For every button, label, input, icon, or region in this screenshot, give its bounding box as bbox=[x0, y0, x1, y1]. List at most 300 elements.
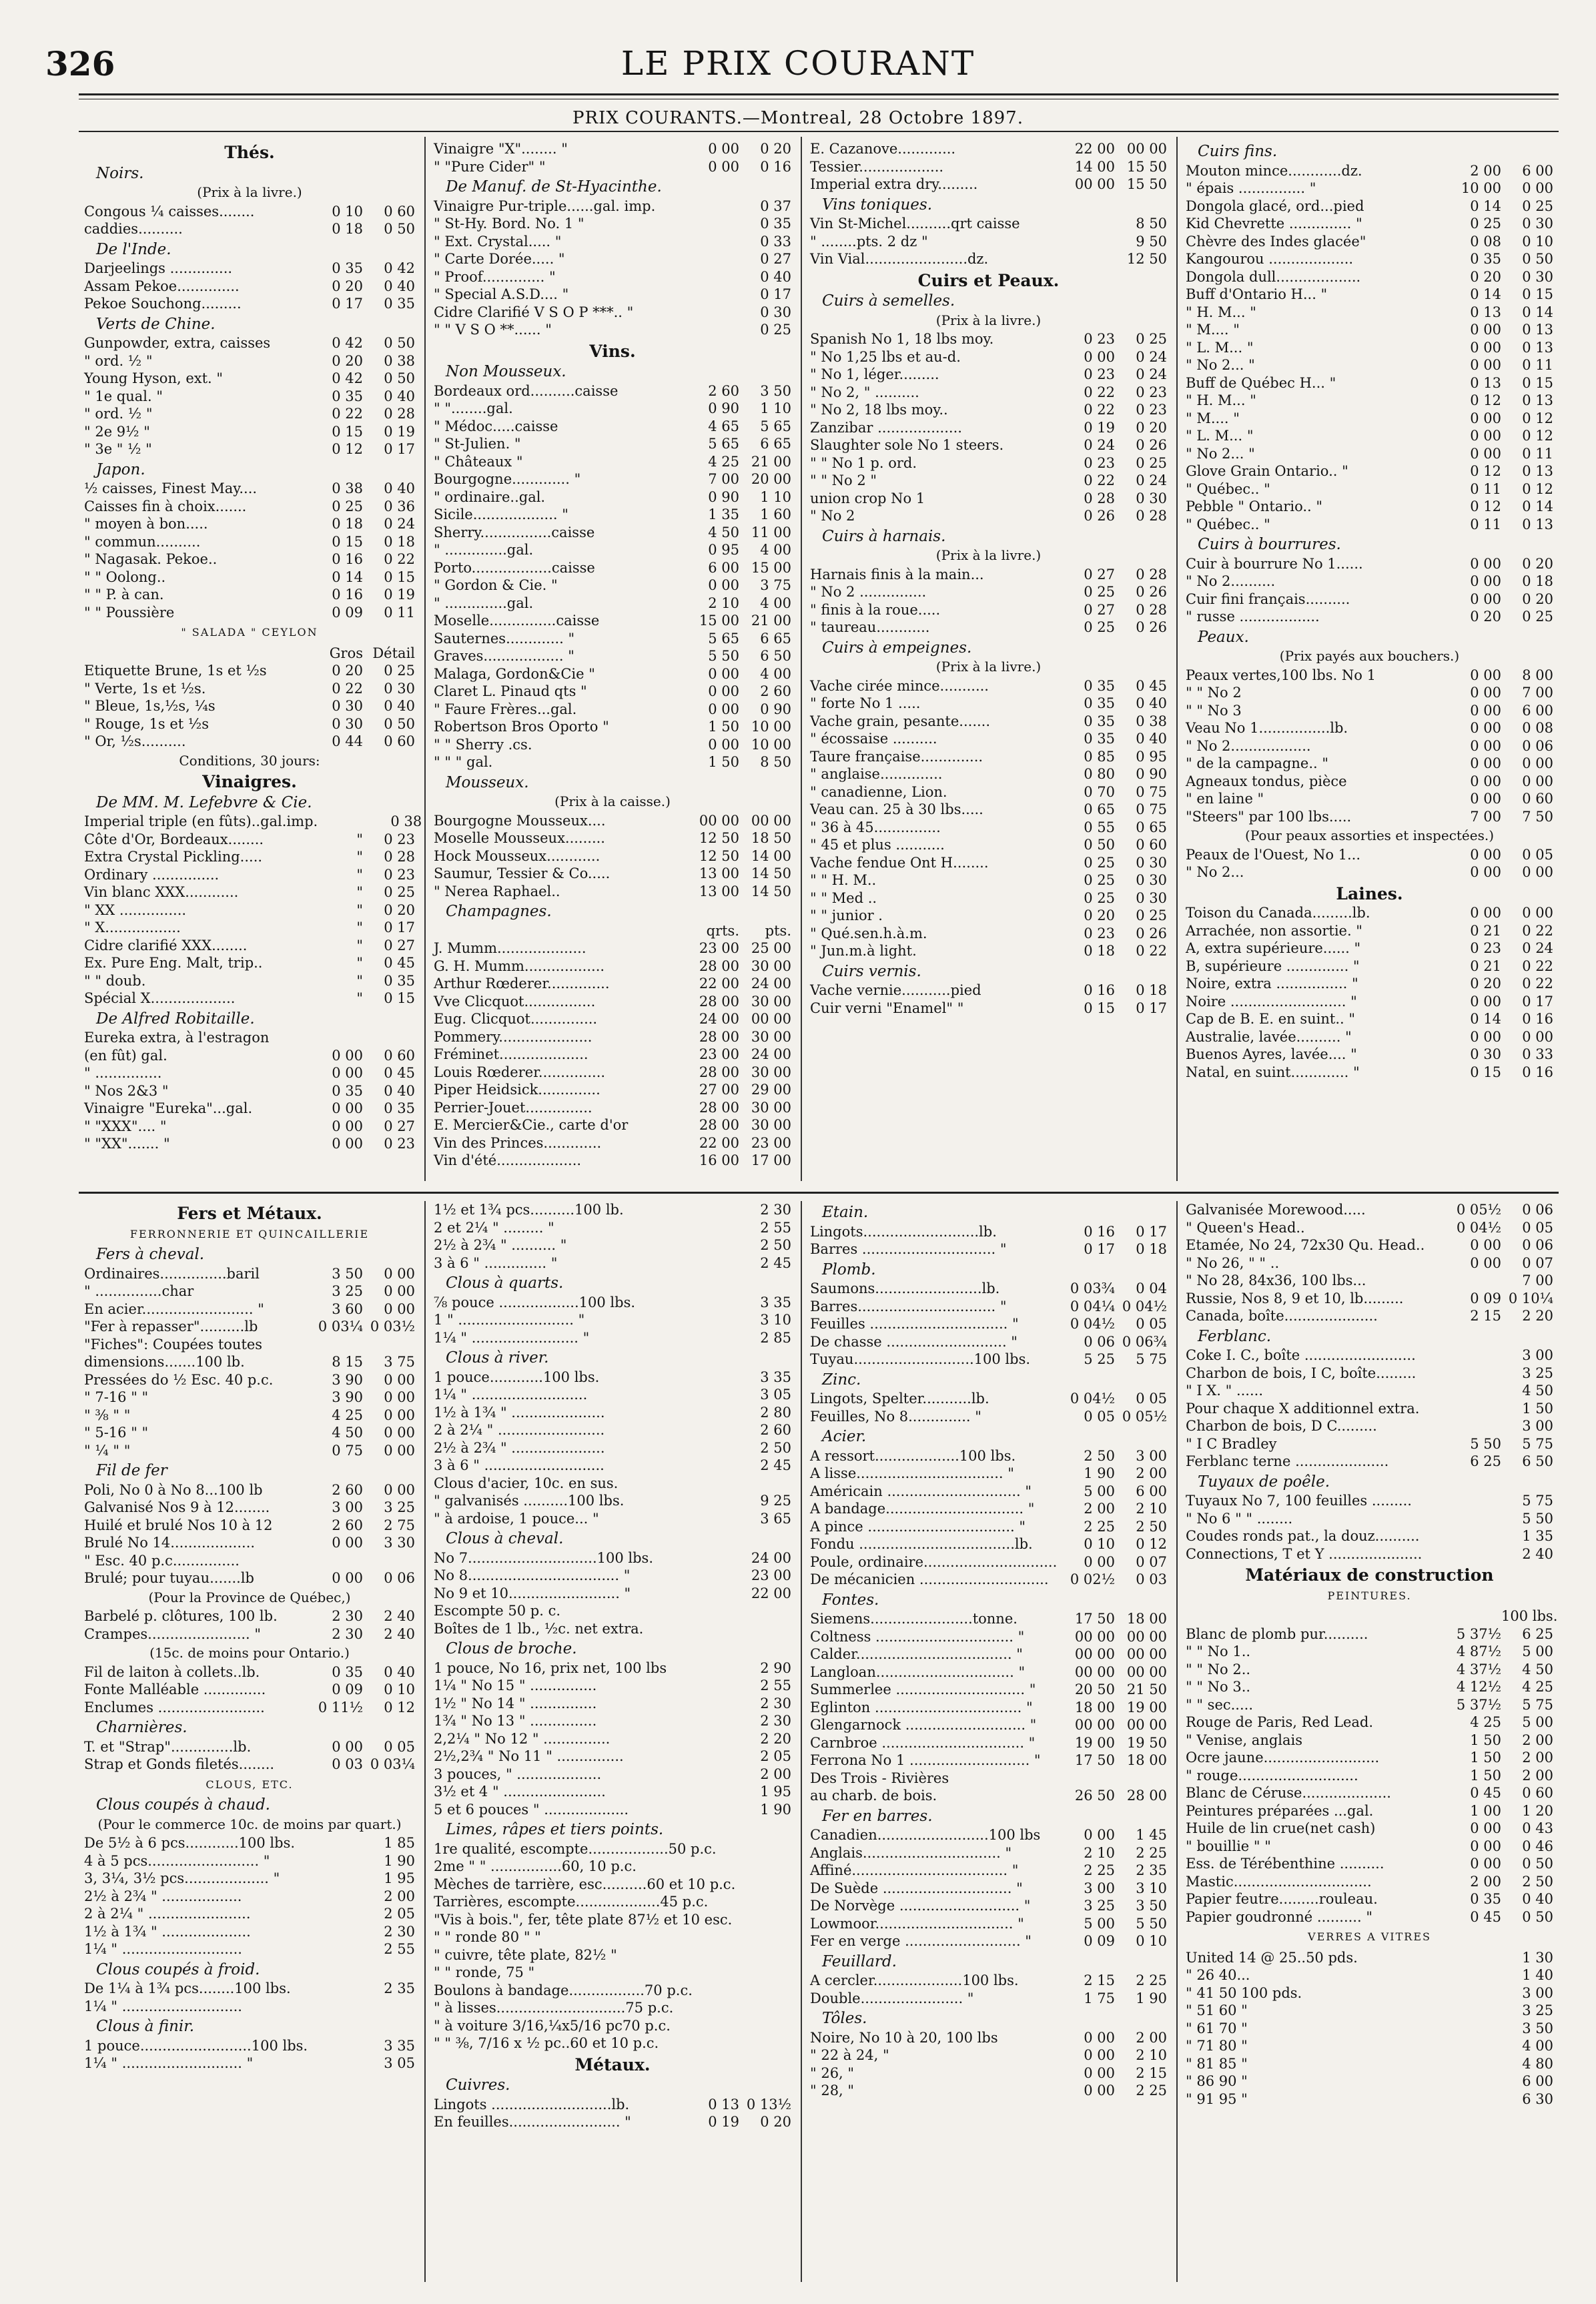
price-high: 0 20 bbox=[760, 141, 791, 157]
price-row bbox=[84, 515, 415, 533]
price-low: 10 00 bbox=[1461, 180, 1501, 196]
price-row bbox=[1186, 1010, 1553, 1028]
price-high: 2 55 bbox=[760, 1677, 791, 1693]
price-high: 0 38 bbox=[384, 352, 415, 369]
column-divider bbox=[1176, 1201, 1178, 2282]
item-label bbox=[434, 922, 687, 940]
price-high: 4 00 bbox=[760, 595, 791, 611]
price-note: (Pour peaux assorties et inspectées.) bbox=[1244, 827, 1495, 843]
price-high bbox=[1115, 1770, 1167, 1788]
price-high: 0 75 bbox=[1136, 801, 1167, 817]
item-label: Tarrières, escompte...................45 p.c. bbox=[434, 1894, 709, 1910]
item-label: "Fiches": Coupées toutes bbox=[84, 1336, 263, 1353]
price-high: 00 00 bbox=[1126, 141, 1167, 157]
price-low: 0 65 bbox=[1084, 801, 1115, 817]
price-high: 5 00 bbox=[1522, 1643, 1553, 1659]
item-label: Brulé; pour tuyau.......lb bbox=[84, 1570, 254, 1586]
price-row bbox=[810, 1897, 1167, 1915]
price-high: 00 00 bbox=[751, 1011, 791, 1027]
item-label: En feuilles......................... " bbox=[434, 2114, 631, 2130]
price-high: 2 25 bbox=[1136, 1844, 1167, 1861]
item-label: Imperial triple (en fûts)..gal.imp. bbox=[84, 813, 318, 829]
price-low: 0 21 bbox=[1470, 922, 1501, 939]
price-row bbox=[1186, 808, 1553, 826]
price-row bbox=[810, 783, 1167, 801]
item-label: Clous d'acier, 10c. en sus. bbox=[434, 1475, 619, 1491]
price-row bbox=[84, 1870, 415, 1888]
price-high: 3 50 bbox=[1136, 1898, 1167, 1914]
price-high: 1 95 bbox=[760, 1784, 791, 1800]
price-low: 28 00 bbox=[699, 1064, 739, 1080]
price-low bbox=[1449, 1527, 1501, 1545]
price-low bbox=[1449, 1492, 1501, 1510]
item-label: Canada, boîte..................... bbox=[1186, 1308, 1378, 1324]
price-high bbox=[739, 2017, 791, 2035]
price-row bbox=[810, 1915, 1167, 1933]
price-high: 0 17 bbox=[1136, 1223, 1167, 1240]
price-low: 3 00 bbox=[1084, 1880, 1115, 1896]
price-high: 2 25 bbox=[1136, 2082, 1167, 2098]
item-label: 3, 3¼, 3½ pcs................... " bbox=[84, 1870, 280, 1886]
item-label: Kangourou ................... bbox=[1186, 251, 1354, 267]
price-low bbox=[687, 1386, 739, 1404]
item-label: Hock Mousseux............ bbox=[434, 847, 601, 864]
price-row bbox=[434, 2096, 791, 2114]
price-row bbox=[1186, 1400, 1553, 1418]
price-low: 0 28 bbox=[1084, 490, 1115, 506]
price-low: 0 35 bbox=[332, 260, 363, 276]
price-low: 0 14 bbox=[1470, 198, 1501, 214]
price-row bbox=[434, 1081, 791, 1099]
section-rule bbox=[79, 1192, 1559, 1194]
price-high: 0 40 bbox=[384, 1082, 415, 1099]
price-low bbox=[687, 1999, 739, 2017]
price-row bbox=[434, 883, 791, 901]
price-low: 2 15 bbox=[1084, 1972, 1115, 1988]
price-high: 2 60 bbox=[760, 1422, 791, 1438]
price-row bbox=[1186, 1767, 1553, 1785]
price-row bbox=[1186, 1908, 1553, 1926]
item-label: " Special A.S.D.... " bbox=[434, 286, 569, 302]
price-row bbox=[434, 993, 791, 1011]
price-row bbox=[810, 2046, 1167, 2064]
price-low: 4 25 bbox=[1470, 1714, 1501, 1730]
price-high: 30 00 bbox=[751, 1117, 791, 1133]
price-low: 0 25 bbox=[1084, 872, 1115, 888]
price-low: 2 30 bbox=[332, 1608, 363, 1624]
price-row bbox=[84, 1852, 415, 1870]
price-row bbox=[84, 1300, 415, 1318]
item-label: " " No 2 bbox=[1186, 685, 1242, 701]
price-high: 0 06 bbox=[1522, 737, 1553, 754]
price-row bbox=[84, 883, 415, 901]
item-label: Cuir à bourrure No 1...... bbox=[1186, 555, 1363, 572]
price-low: 19 00 bbox=[1074, 1734, 1115, 1751]
item-label: " M.... " bbox=[1186, 410, 1240, 426]
price-low: 00 00 bbox=[1074, 1646, 1115, 1662]
price-low bbox=[687, 1964, 739, 1982]
price-high: 0 05 bbox=[384, 1738, 415, 1755]
price-low bbox=[687, 1695, 739, 1713]
price-row bbox=[84, 972, 415, 990]
price-high: 1 20 bbox=[1522, 1802, 1553, 1819]
price-row bbox=[434, 382, 791, 400]
price-row bbox=[810, 1844, 1167, 1862]
item-label: " 36 à 45............... bbox=[810, 819, 941, 835]
price-row bbox=[434, 559, 791, 577]
price-high: 30 00 bbox=[751, 993, 791, 1010]
price-low: 8 15 bbox=[332, 1354, 363, 1370]
price-row bbox=[434, 1766, 791, 1784]
subsection-heading: Clous à quarts. bbox=[446, 1274, 564, 1292]
price-high: 00 00 bbox=[1126, 1717, 1167, 1733]
price-column-8 bbox=[1180, 1201, 1559, 2295]
price-row bbox=[434, 939, 791, 957]
price-low: 1 50 bbox=[1470, 1750, 1501, 1766]
item-label: " Nos 2&3 " bbox=[84, 1082, 169, 1099]
item-label: 1 pouce............100 lbs. bbox=[434, 1369, 600, 1385]
price-row bbox=[434, 957, 791, 976]
price-high: 0 00 bbox=[1522, 755, 1553, 771]
price-high: 2 75 bbox=[384, 1517, 415, 1533]
price-high: 0 20 bbox=[1522, 591, 1553, 607]
price-low: 1 50 bbox=[708, 719, 739, 735]
price-low: 13 00 bbox=[699, 883, 739, 899]
item-label: Malaga, Gordon&Cie " bbox=[434, 665, 595, 682]
item-label: Escompte 50 p. c. bbox=[434, 1603, 561, 1619]
item-label: Arrachée, non assortie. " bbox=[1186, 922, 1362, 939]
price-high: 5 50 bbox=[1136, 1915, 1167, 1932]
price-low: 0 27 bbox=[1084, 601, 1115, 618]
price-high: 0 37 bbox=[760, 198, 791, 214]
price-low: 0 15 bbox=[332, 533, 363, 550]
price-low: 0 00 bbox=[1470, 357, 1501, 373]
item-label: A pince ................................. " bbox=[810, 1518, 1026, 1535]
price-low bbox=[687, 1748, 739, 1766]
item-label: " No 2... bbox=[1186, 864, 1244, 880]
price-low: 0 00 bbox=[708, 701, 739, 717]
price-row bbox=[1186, 957, 1553, 976]
price-low: 0 42 bbox=[332, 335, 363, 351]
item-label: Saumur, Tessier & Co..... bbox=[434, 865, 611, 881]
price-low: 4 12½ bbox=[1456, 1679, 1501, 1695]
price-high: 0 28 bbox=[1136, 601, 1167, 618]
price-row bbox=[810, 250, 1167, 268]
item-label: " ord. ½ " bbox=[84, 352, 153, 369]
price-note: (Prix à la livre.) bbox=[935, 547, 1042, 563]
price-low: 0 00 bbox=[1470, 555, 1501, 572]
price-low: 0 00 bbox=[1084, 2082, 1115, 2098]
item-label: 2me " " ................60, 10 p.c. bbox=[434, 1858, 637, 1874]
price-low: 0 00 bbox=[1470, 1838, 1501, 1854]
price-high: 1 95 bbox=[384, 1870, 415, 1886]
price-low: 15 00 bbox=[699, 613, 739, 629]
price-row bbox=[1186, 1949, 1553, 1967]
price-row bbox=[810, 1483, 1167, 1501]
item-label: Fonte Malléable .............. bbox=[84, 1681, 266, 1697]
price-row bbox=[434, 683, 791, 701]
price-row bbox=[434, 541, 791, 559]
price-low bbox=[687, 1677, 739, 1695]
price-high: 3 05 bbox=[384, 2055, 415, 2071]
price-row bbox=[1186, 1028, 1553, 1046]
price-high: 0 60 bbox=[1136, 837, 1167, 853]
price-row bbox=[1186, 1492, 1553, 1510]
item-label: 1½ à 1¾ " ..................... bbox=[434, 1404, 605, 1421]
price-high: 0 40 bbox=[1136, 695, 1167, 711]
subsection-heading: Clous de broche. bbox=[446, 1640, 577, 1657]
item-label: Buff de Québec H... " bbox=[1186, 374, 1336, 391]
price-row bbox=[810, 1716, 1167, 1734]
price-high: 100 lbs. bbox=[1501, 1608, 1558, 1624]
price-low: 0 04½ bbox=[1070, 1391, 1115, 1407]
price-low bbox=[687, 1730, 739, 1748]
item-label: Ordinaires...............baril bbox=[84, 1265, 260, 1282]
price-low: 0 08 bbox=[1470, 233, 1501, 250]
price-row bbox=[434, 453, 791, 471]
price-high: 0 06 bbox=[1522, 1237, 1553, 1253]
price-note: (Prix à la livre.) bbox=[935, 312, 1042, 328]
item-label: " " H. M.. bbox=[810, 872, 877, 888]
item-label: " en laine " bbox=[1186, 791, 1264, 807]
price-high: 0 60 bbox=[384, 733, 415, 749]
price-low: 4 50 bbox=[708, 524, 739, 540]
price-high: 0 00 bbox=[1522, 1028, 1553, 1045]
price-low bbox=[1063, 250, 1115, 268]
item-label: " Gordon & Cie. " bbox=[434, 577, 558, 593]
price-row bbox=[810, 330, 1167, 348]
price-high: 9 25 bbox=[760, 1493, 791, 1509]
price-low: 3 25 bbox=[1084, 1898, 1115, 1914]
price-high: 19 00 bbox=[1126, 1699, 1167, 1715]
subsection-heading: De MM. M. Lefebvre & Cie. bbox=[96, 793, 312, 811]
price-high: 0 17 bbox=[760, 286, 791, 302]
price-high: 0 45 bbox=[384, 955, 415, 971]
price-row bbox=[810, 748, 1167, 766]
price-high: 0 05 bbox=[1522, 846, 1553, 863]
price-high: 0 20 bbox=[384, 901, 415, 918]
price-low: 0 09 bbox=[1470, 1290, 1501, 1306]
price-row bbox=[434, 1236, 791, 1254]
item-label: Huilé et brulé Nos 10 à 12 bbox=[84, 1517, 273, 1533]
subsection-heading: Plomb. bbox=[822, 1260, 876, 1278]
price-high: 24 00 bbox=[751, 1549, 791, 1566]
price-row bbox=[434, 2034, 791, 2052]
price-high: 0 15 bbox=[1522, 286, 1553, 302]
price-row bbox=[434, 1492, 791, 1510]
price-row bbox=[810, 1972, 1167, 1990]
price-high: 0 36 bbox=[384, 498, 415, 514]
price-high: 3 00 bbox=[1522, 1418, 1553, 1434]
price-row bbox=[434, 1134, 791, 1152]
item-label: Feuilles ............................... " bbox=[810, 1316, 1019, 1332]
price-high: 0 19 bbox=[384, 423, 415, 440]
item-label: Pour chaque X additionnel extra. bbox=[1186, 1400, 1420, 1417]
price-high: 2 35 bbox=[384, 1980, 415, 1996]
price-row bbox=[84, 1517, 415, 1535]
price-high: 5 75 bbox=[1522, 1696, 1553, 1713]
price-low: 0 70 bbox=[1084, 783, 1115, 800]
price-row bbox=[810, 2029, 1167, 2047]
price-high: 2 00 bbox=[1522, 1750, 1553, 1766]
price-low bbox=[687, 1585, 739, 1603]
price-high: 0 26 bbox=[1136, 584, 1167, 600]
item-label: 5 et 6 pouces " ................... bbox=[434, 1801, 629, 1818]
item-label: A, extra supérieure...... " bbox=[1186, 940, 1361, 956]
item-label: Noire, extra ................ " bbox=[1186, 976, 1358, 992]
item-label: Langloan............................... " bbox=[810, 1663, 1026, 1680]
item-label: Feuilles, No 8.............. " bbox=[810, 1408, 981, 1425]
price-row bbox=[434, 524, 791, 542]
item-label: Dongola dull................... bbox=[1186, 268, 1361, 285]
price-row bbox=[434, 1457, 791, 1475]
price-low: 0 00 bbox=[1470, 339, 1501, 356]
item-label: "Fer à repasser"..........lb bbox=[84, 1318, 258, 1334]
price-row bbox=[1186, 1713, 1553, 1732]
price-row bbox=[434, 2017, 791, 2035]
price-row bbox=[1186, 516, 1553, 534]
price-high: 0 11 bbox=[384, 604, 415, 621]
price-high: 7 00 bbox=[1522, 685, 1553, 701]
price-low: 2 30 bbox=[332, 1625, 363, 1642]
price-high: 5 50 bbox=[1522, 1510, 1553, 1527]
price-high: 5 75 bbox=[1136, 1351, 1167, 1367]
price-row bbox=[434, 1439, 791, 1457]
price-low: 0 17 bbox=[1084, 1241, 1115, 1257]
price-row bbox=[1186, 1290, 1553, 1308]
price-low: 4 25 bbox=[708, 453, 739, 470]
price-low: 0 45 bbox=[1470, 1785, 1501, 1801]
price-high: 0 20 bbox=[1136, 419, 1167, 436]
price-column-5 bbox=[79, 1201, 420, 2295]
item-label: Ordinary ............... bbox=[84, 866, 220, 883]
price-row bbox=[434, 1046, 791, 1064]
price-row bbox=[1186, 392, 1553, 410]
section-heading: Cuirs et Peaux. bbox=[917, 270, 1060, 290]
price-row bbox=[434, 1602, 791, 1620]
price-row bbox=[1186, 1435, 1553, 1453]
price-row bbox=[1186, 846, 1553, 864]
price-high: 2 40 bbox=[384, 1625, 415, 1642]
item-label: Pommery..................... bbox=[434, 1028, 592, 1045]
price-low: 28 00 bbox=[699, 993, 739, 1010]
price-high: 0 50 bbox=[1522, 1856, 1553, 1872]
item-label: Lingots..........................lb. bbox=[810, 1223, 997, 1240]
price-high: 0 00 bbox=[1522, 773, 1553, 789]
price-row bbox=[84, 1064, 415, 1082]
price-row bbox=[84, 866, 415, 884]
item-label: " No 2 ............... bbox=[810, 584, 927, 600]
price-row bbox=[1186, 498, 1553, 516]
price-row bbox=[1186, 1784, 1553, 1802]
price-high: 5 75 bbox=[1522, 1493, 1553, 1509]
price-high: 30 00 bbox=[751, 1099, 791, 1116]
price-high: 0 24 bbox=[1136, 366, 1167, 382]
price-high: 0 46 bbox=[1522, 1838, 1553, 1854]
price-low: 20 50 bbox=[1074, 1681, 1115, 1697]
price-row bbox=[1186, 1064, 1553, 1082]
price-low bbox=[311, 1552, 363, 1570]
price-low bbox=[1063, 215, 1115, 233]
price-row bbox=[810, 1408, 1167, 1426]
item-label: Extra Crystal Pickling..... bbox=[84, 849, 263, 865]
price-low: 0 13 bbox=[1470, 374, 1501, 391]
price-high: 0 13½ bbox=[746, 2096, 791, 2113]
price-row bbox=[84, 937, 415, 955]
item-label: Caisses fin à choix....... bbox=[84, 498, 247, 514]
price-low: 0 20 bbox=[332, 352, 363, 369]
price-high: 0 95 bbox=[1136, 748, 1167, 765]
price-high: 0 12 bbox=[1522, 428, 1553, 444]
price-low: 3 90 bbox=[332, 1389, 363, 1405]
price-row bbox=[810, 566, 1167, 584]
price-high: 17 00 bbox=[751, 1152, 791, 1168]
price-low bbox=[311, 1905, 363, 1923]
price-low: 0 00 bbox=[332, 1136, 363, 1152]
price-low: 5 00 bbox=[1084, 1483, 1115, 1499]
item-label: " St-Hy. Bord. No. 1 " bbox=[434, 216, 584, 232]
price-high bbox=[739, 1946, 791, 1964]
price-low: 0 00 bbox=[332, 1065, 363, 1081]
price-row bbox=[1186, 480, 1553, 498]
price-row bbox=[810, 1752, 1167, 1770]
price-row bbox=[434, 630, 791, 648]
item-label: " " ⅜, 7/16 x ½ pc..60 et 10 p.c. bbox=[434, 2035, 659, 2051]
item-label: " 7-16 " " bbox=[84, 1389, 149, 1405]
price-high: 0 00 bbox=[384, 1442, 415, 1459]
price-low: 0 35 bbox=[1084, 695, 1115, 711]
price-low: 0 05½ bbox=[1456, 1202, 1501, 1218]
price-high: 0 40 bbox=[384, 698, 415, 714]
price-high: 1 45 bbox=[1136, 1827, 1167, 1843]
price-row bbox=[434, 1677, 791, 1695]
price-high: 0 15 bbox=[1522, 374, 1553, 391]
price-high: 4 25 bbox=[1522, 1679, 1553, 1695]
price-row bbox=[1186, 233, 1553, 251]
price-row bbox=[810, 1571, 1167, 1589]
price-low bbox=[687, 1659, 739, 1677]
price-row bbox=[1186, 1661, 1553, 1679]
price-low: 0 11 bbox=[1470, 480, 1501, 497]
item-label: Moselle...............caisse bbox=[434, 613, 600, 629]
price-low bbox=[687, 1369, 739, 1387]
price-row bbox=[1186, 1678, 1553, 1696]
price-low: 0 35 bbox=[1084, 677, 1115, 694]
price-high: 0 13 bbox=[1522, 322, 1553, 338]
item-label: De 5½ à 6 pcs............100 lbs. bbox=[84, 1835, 296, 1851]
item-label: " " Oolong.. bbox=[84, 568, 166, 585]
price-high: 2 30 bbox=[760, 1202, 791, 1218]
item-label: union crop No 1 bbox=[810, 490, 925, 506]
price-high: 0 18 bbox=[1136, 982, 1167, 998]
price-low: 0 14 bbox=[1470, 286, 1501, 302]
item-label: " 28, " bbox=[810, 2082, 855, 2098]
price-low: 0 12 bbox=[1470, 463, 1501, 479]
item-label: Charbon de bois, I C, boîte......... bbox=[1186, 1365, 1417, 1381]
price-low: 0 00 bbox=[708, 141, 739, 157]
price-row bbox=[810, 472, 1167, 490]
price-low bbox=[687, 1439, 739, 1457]
item-label: Ferrona No 1 ........................... " bbox=[810, 1752, 1041, 1768]
price-high: 30 00 bbox=[751, 1028, 791, 1045]
price-low: 0 16 bbox=[1084, 982, 1115, 998]
item-label: 2 à 2¼ " ........................ bbox=[434, 1422, 605, 1438]
price-high: 4 50 bbox=[1522, 1661, 1553, 1677]
price-row bbox=[1186, 2090, 1553, 2108]
price-row bbox=[1186, 1625, 1553, 1643]
price-row bbox=[810, 854, 1167, 872]
item-label: " " ronde 80 " " bbox=[434, 1929, 541, 1945]
